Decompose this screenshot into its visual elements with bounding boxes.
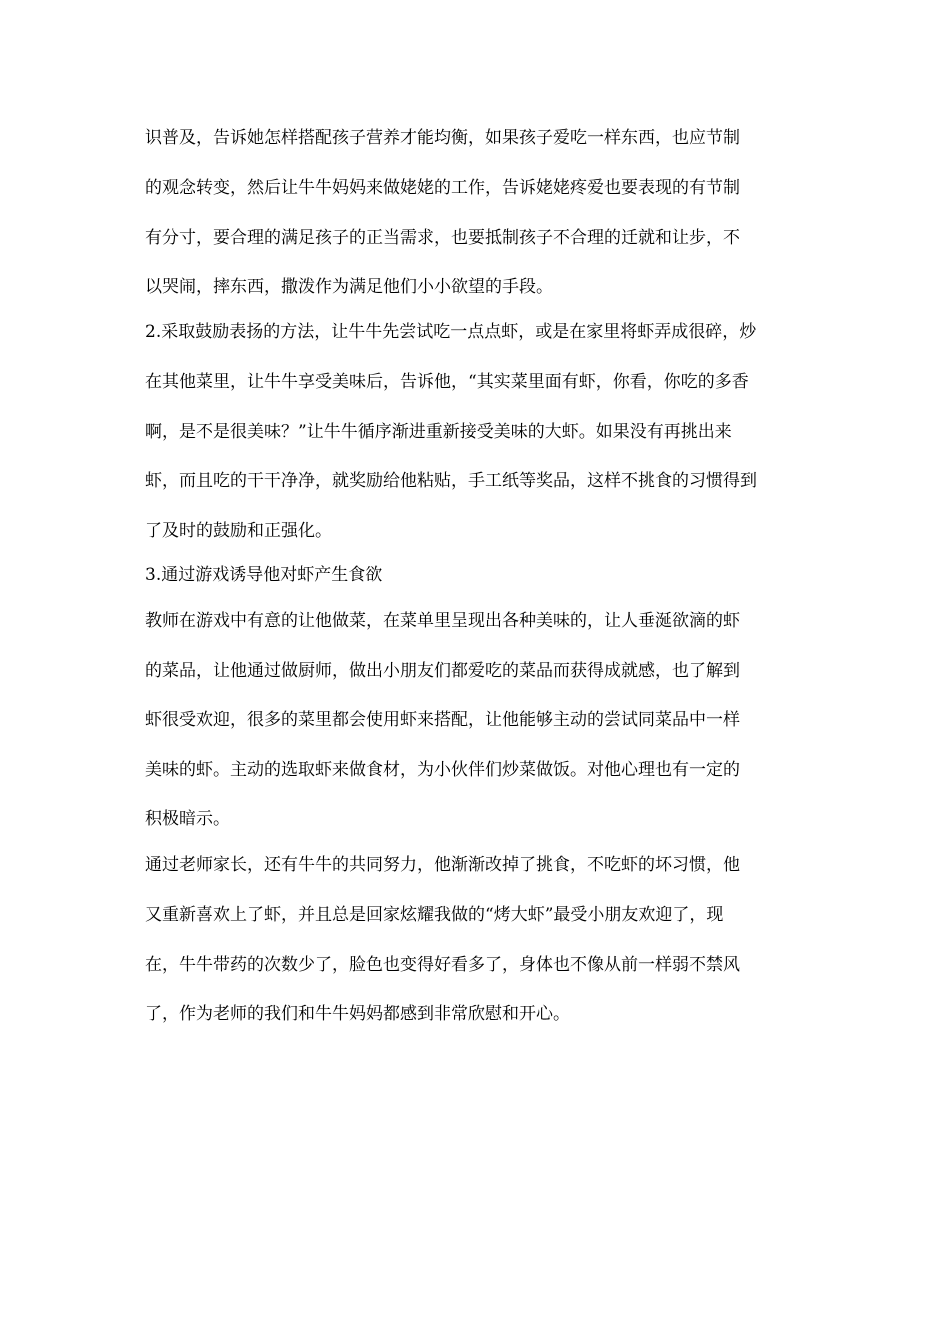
text-line: 识普及，告诉她怎样搭配孩子营养才能均衡，如果孩子爱吃一样东西，也应节制 (145, 128, 740, 148)
text-line: 了，作为老师的我们和牛牛妈妈都感到非常欣慰和开心。 (145, 1004, 570, 1024)
text-line: 虾，而且吃的干干净净，就奖励给他粘贴，手工纸等奖品，这样不挑食的习惯得到 (145, 471, 757, 491)
text-line: 教师在游戏中有意的让他做菜，在菜单里呈现出各种美味的，让人垂涎欲滴的虾 (145, 611, 740, 631)
list-item-3-heading: 3.通过游戏诱导他对虾产生食欲 (145, 565, 383, 585)
text-line: 在其他菜里，让牛牛享受美味后，告诉他，“其实菜里面有虾，你看，你吃的多香 (145, 372, 749, 392)
text-line: 了及时的鼓励和正强化。 (145, 521, 332, 541)
text-line: 美味的虾。主动的选取虾来做食材，为小伙伴们炒菜做饭。对他心理也有一定的 (145, 760, 740, 780)
text-line: 积极暗示。 (145, 809, 230, 829)
text-line: 通过老师家长，还有牛牛的共同努力，他渐渐改掉了挑食，不吃虾的坏习惯，他 (145, 855, 740, 875)
text-line: 以哭闹，摔东西，撒泼作为满足他们小小欲望的手段。 (145, 277, 553, 297)
text-line: 的观念转变，然后让牛牛妈妈来做姥姥的工作，告诉姥姥疼爱也要表现的有节制 (145, 178, 740, 198)
text-line: 虾很受欢迎，很多的菜里都会使用虾来搭配，让他能够主动的尝试同菜品中一样 (145, 710, 740, 730)
list-item-2-line: 2.采取鼓励表扬的方法，让牛牛先尝试吃一点点虾，或是在家里将虾弄成很碎，炒 (145, 322, 757, 342)
text-line: 在，牛牛带药的次数少了，脸色也变得好看多了，身体也不像从前一样弱不禁风 (145, 955, 740, 975)
text-line: 啊，是不是很美味？”让牛牛循序渐进重新接受美味的大虾。如果没有再挑出来 (145, 422, 732, 442)
text-line: 的菜品，让他通过做厨师，做出小朋友们都爱吃的菜品而获得成就感，也了解到 (145, 661, 740, 681)
text-line: 又重新喜欢上了虾，并且总是回家炫耀我做的“烤大虾”最受小朋友欢迎了，现 (145, 905, 724, 925)
text-line: 有分寸，要合理的满足孩子的正当需求，也要抵制孩子不合理的迁就和让步，不 (145, 228, 740, 248)
